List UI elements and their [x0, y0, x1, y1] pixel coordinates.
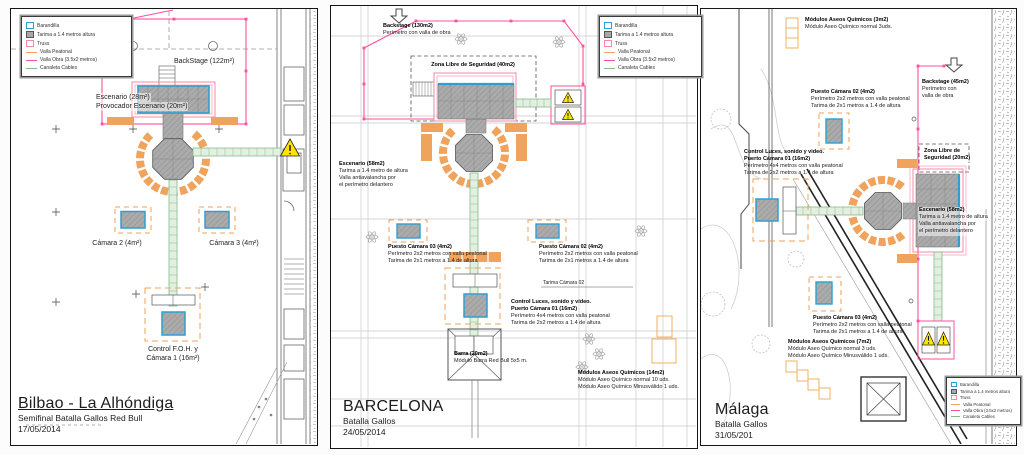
entrance-arrow-icon: [391, 9, 407, 23]
legend-label: Valla Obra (3.5x2 metros): [40, 57, 97, 63]
label-puesto-camara-03: Puesto Cámara 03 (4m2) Perímetro 2x2 metros con valla peatonal Tarima de 2x1 metros a 1.4 de altura: [388, 244, 487, 265]
barandilla-swatch: [26, 22, 34, 29]
label-control: Control Luces, sonido y vídeo. Puerto Cámara 01 (16m2) Perímetro 4x4 metros con valla peatonal Tarima de 2x2 metros a 1.4 de altura: [511, 299, 610, 327]
barandilla-swatch: [951, 382, 957, 387]
label-aseos-top: Módulos Aseos Químicos (3m2) Módulo Aseo Químico normal 3uds.: [805, 17, 893, 31]
canaleta-swatch: [951, 416, 960, 417]
truss-swatch: [26, 40, 34, 47]
tarima-swatch: [951, 389, 957, 394]
label-backstage: Backstage (130m2) Perímetro con valla de obra: [383, 23, 451, 37]
tarima-swatch: [604, 31, 612, 38]
legend-label: Barandilla: [37, 22, 60, 29]
label-puesto-camara-02: Puesto Cámara 02 (4m2) Perímetro 2x2 metros con valla peatonal Tarima de 2x1 metros a 1.4 de altura: [811, 89, 910, 110]
page-title: Málaga: [715, 401, 769, 418]
camera-3-box: [199, 207, 235, 233]
label-escenario: Escenario (58m2) Tarima a 1.4 metro de altura Valla antiavalancha por el perímetro delantero: [919, 207, 988, 235]
legend-label: Barandilla: [960, 382, 980, 388]
control-foh-box: [145, 288, 200, 341]
legend-box: [946, 377, 1021, 425]
legend-box: [599, 16, 702, 77]
legend-label: Canaleta Cables: [963, 414, 995, 420]
label-aseos-bottom: Módulos Aseos Químicos (7m2) Módulo Aseo Químico normal 3 uds. Módulo Aseo Químico Minusválido 1 uds.: [788, 339, 889, 360]
camera-03-box: [809, 277, 841, 311]
legend-label: Tarima a 1.4 metros altura: [615, 31, 674, 38]
page-title: BARCELONA: [343, 398, 444, 415]
octagon-stage: [865, 193, 902, 230]
legend-label: Canaleta Cables: [618, 65, 655, 71]
title-block-bilbao: [18, 395, 173, 435]
legend-label: Valla Peatonal: [618, 49, 650, 55]
label-aseos: Módulos Aseos Químicos (14m2) Módulo Aseo Químico normal 10 uds. Módulo Aseo Químico Minusválido 1 uds.: [578, 370, 679, 391]
label-control-foh: Control F.O.H. y Cámara 1 (16m²): [146, 346, 200, 363]
title-block-malaga: [715, 401, 769, 441]
label-escenario: Escenario (28m²) Provocador Escenario (20m²): [96, 94, 188, 111]
subtitle: Batalla Gallos: [715, 419, 768, 429]
valla-peatonal-swatch: [604, 52, 615, 53]
legend-label: Truss: [37, 40, 50, 47]
label-backstage: BackStage (122m²): [174, 58, 235, 65]
label-barra: Barra (20m2) Módulo Barra Red Bull 5x5 m.: [454, 351, 528, 365]
aseos-modules-bottom: [786, 361, 830, 399]
date: 31/05/201: [715, 430, 753, 441]
label-escenario: Escenario (58m2) Tarima a 1.4 metro de altura Valla antiavalancha por el perímetro delantero: [339, 161, 408, 189]
label-tarima-camara: Tarima Cámara 02: [543, 280, 585, 286]
octagon-stage: [456, 135, 493, 172]
canaleta-swatch: [604, 68, 615, 69]
canaleta-swatch: [26, 68, 37, 69]
label-puesto-camara-03: Puesto Cámara 03 (4m2) Perímetro 2x2 metros con valla peatonal Tarima de 2x1 metros a 1.4 de altura: [813, 315, 912, 336]
legend-label: Tarima a 1.4 metros altura: [37, 31, 96, 38]
aseos-modules-top: [786, 18, 798, 48]
octagon-stage: [153, 139, 194, 180]
panel-barcelona: [330, 5, 698, 449]
valla-peatonal-swatch: [26, 52, 37, 53]
legend-label: Canaleta Cables: [40, 65, 77, 71]
legend-box: [21, 16, 132, 77]
panel-malaga: [700, 8, 1017, 446]
truss-swatch: [604, 40, 612, 47]
camera-03-box: [389, 220, 427, 242]
label-zona-libre: Zona Libre de Seguridad (20m2): [924, 148, 971, 162]
camera-02-box: [819, 113, 849, 149]
aseos-modules: [652, 316, 676, 363]
title-block-barcelona: [343, 398, 444, 438]
label-camara-3: Cámara 3 (4m²): [209, 240, 259, 247]
label-control: Control Luces, sonido y video. Puerto Cámara 01 (16m2) Perímetro 4x4 metros con valla peatonal Tarima de 2x2 metros a 1.4 de altura: [744, 149, 843, 177]
valla-obra-swatch: [604, 60, 615, 61]
page-title: Bilbao - La Alhóndiga: [18, 395, 174, 412]
label-camara-2: Cámara 2 (4m²): [92, 240, 142, 247]
valla-obra-swatch: [26, 60, 37, 61]
entrance-arrow-icon: [946, 58, 962, 72]
barandilla-swatch: [604, 22, 612, 29]
barra-structure: [448, 329, 501, 438]
date: 24/05/2014: [343, 427, 386, 438]
legend-label: Tarima a 1.4 metros altura: [960, 388, 1010, 394]
camera-02-box: [528, 220, 566, 242]
plaza-structure: [861, 377, 906, 421]
valla-peatonal-swatch: [951, 404, 960, 405]
legend-label: Valla Obra (3.5x2 metros): [618, 57, 675, 63]
subtitle: Semifinal Batalla Gallos Red Bull: [18, 413, 143, 423]
label-backstage: Backstage (45m2) Perímetro con valla de obra: [922, 79, 969, 100]
subtitle: Batalla Gallos: [343, 416, 396, 426]
camera-2-box: [115, 207, 151, 233]
valla-obra-swatch: [951, 410, 960, 411]
legend-label: Valla Peatonal: [40, 49, 72, 55]
tarima-swatch: [26, 31, 34, 38]
legend-label: Barandilla: [615, 22, 638, 29]
legend-label: Truss: [960, 395, 971, 401]
label-zona-libre: Zona Libre de Seguridad (40m2): [431, 62, 515, 68]
warning-boxes: [551, 86, 585, 124]
legend-label: Valla Peatonal: [963, 401, 991, 407]
warning-boxes: [918, 321, 954, 359]
warning-icon: [281, 139, 300, 156]
legend-label: Valla Obra (3.5x2 metros): [963, 407, 1012, 413]
park-scenery: [701, 69, 896, 429]
legend-label: Truss: [615, 40, 628, 47]
panel-bilbao: [10, 8, 318, 446]
truss-swatch: [951, 395, 957, 400]
label-puesto-camara-02: Puesto Cámara 02 (4m2) Perímetro 2x2 metros con valla peatonal Tarima de 2x1 metros a 1.4 de altura: [539, 244, 638, 265]
date: 17/05/2014: [18, 424, 61, 435]
